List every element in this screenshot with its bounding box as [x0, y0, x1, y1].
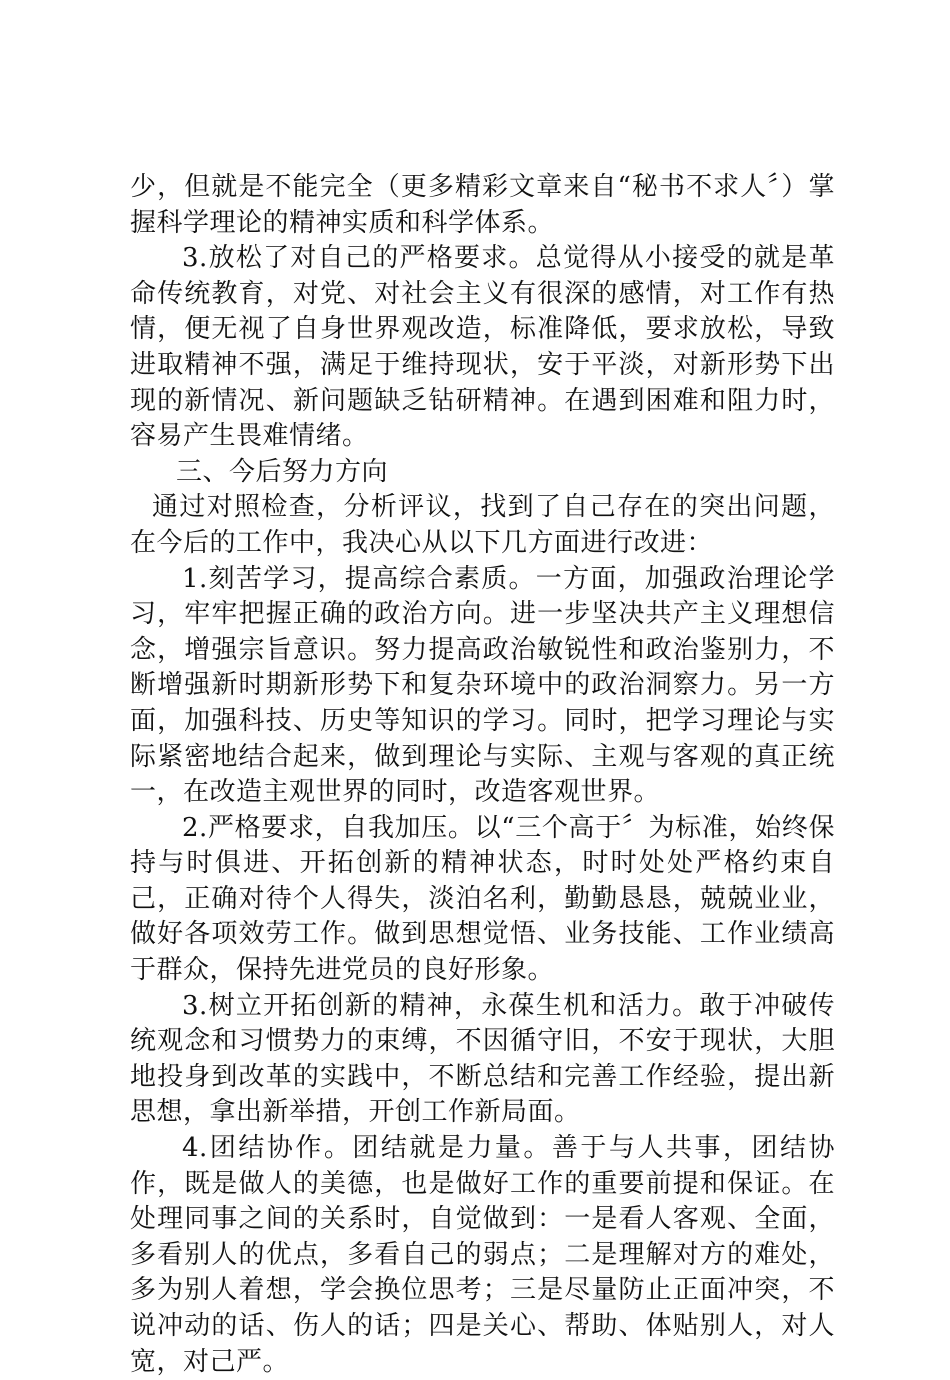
paragraph-item-3-innovation: 3.树立开拓创新的精神，永葆生机和活力。敢于冲破传统观念和习惯势力的束缚，不因循守旧，不安于现状，大胆地投身到改革的实践中，不断总结和完善工作经验，提出新思想，拿出新举措，开创工作新局面。 — [130, 990, 835, 1128]
paragraph-item-2-requirements: 2.严格要求，自我加压。以“三个高于〞为标准，始终保持与时俱进、开拓创新的精神状态，时时处处严格约束自己，正确对待个人得失，淡泊名利，勤勤恳恳，兢兢业业，做好各项效劳工作。做到思想觉悟、业务技能、工作业绩高于群众，保持先进党员的良好形象。 — [130, 812, 835, 986]
paragraph-item-1-study: 1.刻苦学习，提高综合素质。一方面，加强政治理论学习，牢牢把握正确的政治方向。进一步坚决共产主义理想信念，增强宗旨意识。努力提高政治敏锐性和政治鉴别力，不断增强新时期新形势下和复杂环境中的政治洞察力。另一方面，加强科技、历史等知识的学习。同时，把学习理论与实际紧密地结合起来，做到理论与实际、主观与客观的真正统一，在改造主观世界的同时，改造客观世界。 — [130, 563, 835, 808]
paragraph-item-4-teamwork: 4.团结协作。团结就是力量。善于与人共事，团结协作，既是做人的美德，也是做好工作的重要前提和保证。在处理同事之间的关系时，自觉做到：一是看人客观、全面，多看别人的优点，多看自己的弱点；二是理解对方的难处，多为别人着想，学会换位思考；三是尽量防止正面冲突，不说冲动的话、伤人的话；四是关心、帮助、体贴别人，对人宽，对己严。 — [130, 1133, 835, 1377]
document-body — [130, 170, 835, 1380]
paragraph-continuation: 少，但就是不能完全（更多精彩文章来自“秘书不求人〞）掌握科学理论的精神实质和科学体系。 — [130, 172, 835, 238]
section-heading: 三、今后努力方向 — [176, 456, 389, 487]
paragraph-item-3-self-discipline: 3.放松了对自己的严格要求。总觉得从小接受的就是革命传统教育，对党、对社会主义有很深的感情，对工作有热情，便无视了自身世界观改造，标准降低，要求放松，导致进取精神不强，满足于维持现状，安于平淡，对新形势下出现的新情况、新问题缺乏钻研精神。在遇到困难和阻力时，容易产生畏难情绪。 — [130, 243, 835, 452]
paragraph-intro: 通过对照检查，分析评议，找到了自己存在的突出问题，在今后的工作中，我决心从以下几方面进行改进： — [130, 492, 835, 558]
